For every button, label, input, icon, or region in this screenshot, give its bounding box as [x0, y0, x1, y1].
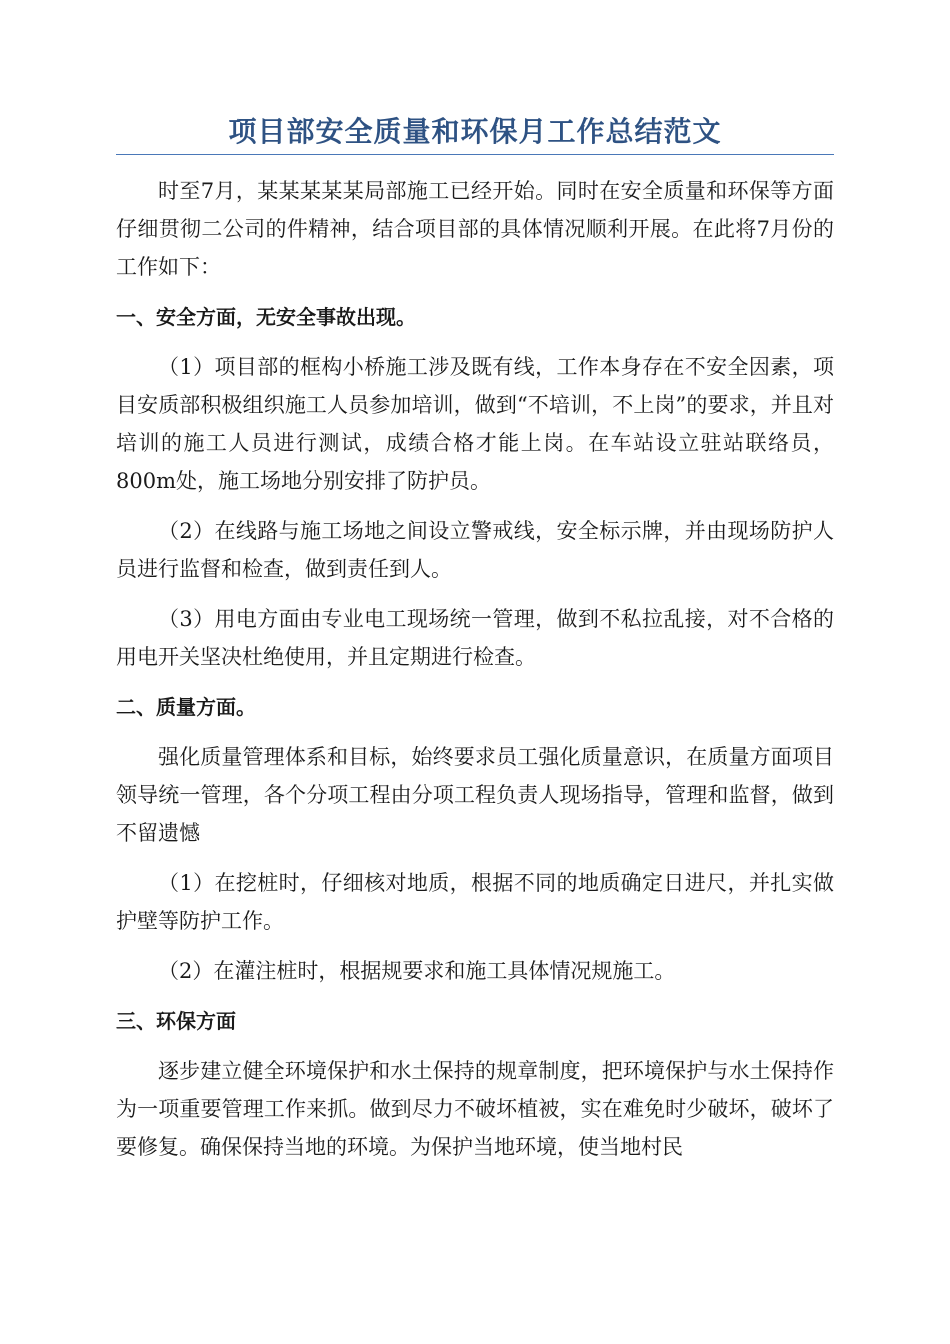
safety-item-2: （2）在线路与施工场地之间设立警戒线，安全标示牌，并由现场防护人员进行监督和检查，做到责任到人。 — [116, 519, 834, 581]
section-heading-environment: 三、环保方面 — [116, 1009, 236, 1033]
document-body — [116, 172, 834, 1178]
quality-paragraph: 强化质量管理体系和目标，始终要求员工强化质量意识，在质量方面项目领导统一管理，各个分项工程由分项工程负责人现场指导，管理和监督，做到不留遗憾 — [116, 745, 834, 845]
title-underline — [116, 154, 834, 155]
safety-item-1: （1）项目部的框构小桥施工涉及既有线，工作本身存在不安全因素，项目安质部积极组织施工人员参加培训，做到“不培训，不上岗”的要求，并且对培训的施工人员进行测试，成绩合格才能上岗。在车站设立驻站联络员，800m处，施工场地分别安排了防护员。 — [116, 355, 834, 493]
document-title: 项目部安全质量和环保月工作总结范文 — [228, 115, 722, 148]
quality-item-1: （1）在挖桩时，仔细核对地质，根据不同的地质确定日进尺，并扎实做护壁等防护工作。 — [116, 871, 834, 933]
section-heading-safety: 一、安全方面，无安全事故出现。 — [116, 305, 416, 329]
quality-item-2: （2）在灌注桩时，根据规要求和施工具体情况规施工。 — [158, 959, 676, 983]
safety-item-3: （3）用电方面由专业电工现场统一管理，做到不私拉乱接，对不合格的用电开关坚决杜绝使用，并且定期进行检查。 — [116, 607, 834, 669]
section-heading-quality: 二、质量方面。 — [116, 695, 256, 719]
environment-paragraph: 逐步建立健全环境保护和水土保持的规章制度，把环境保护与水土保持作为一项重要管理工作来抓。做到尽力不破坏植被，实在难免时少破坏，破坏了要修复。确保保持当地的环境。为保护当地环境，使当地村民 — [116, 1059, 834, 1159]
intro-paragraph: 时至7月，某某某某某局部施工已经开始。同时在安全质量和环保等方面仔细贯彻二公司的件精神，结合项目部的具体情况顺利开展。在此将7月份的工作如下： — [116, 179, 834, 279]
